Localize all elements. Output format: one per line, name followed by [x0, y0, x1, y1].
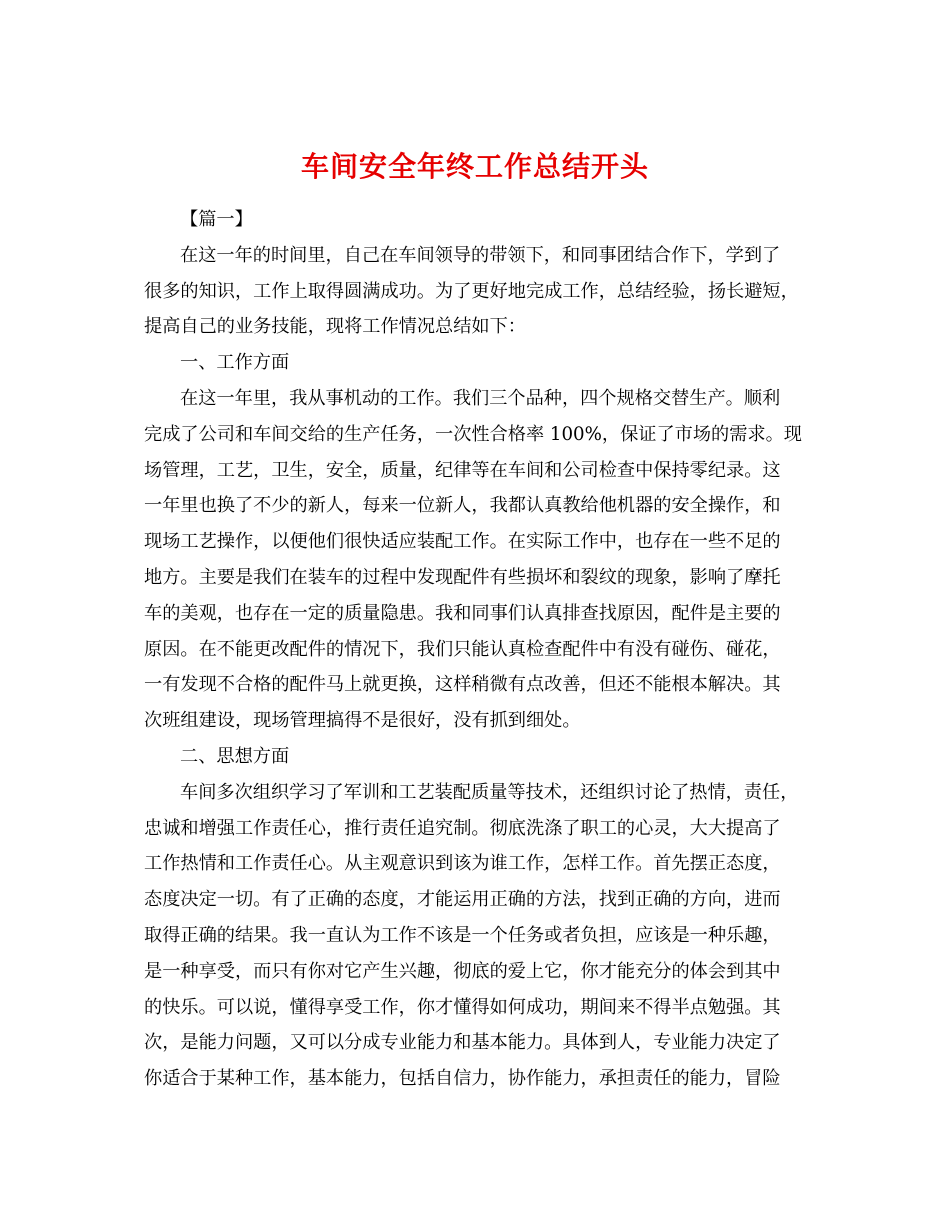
document-body: [144, 202, 804, 1097]
body-line: 次，是能力问题，又可以分成专业能力和基本能力。具体到人，专业能力决定了: [144, 1032, 781, 1054]
body-line: 场管理，工艺，卫生，安全，质量，纪律等在车间和公司检查中保持零纪录。这: [144, 459, 781, 481]
body-line: 【篇一】: [180, 209, 253, 230]
body-line: 在这一年的时间里，自己在车间领导的带领下，和同事团结合作下，学到了: [180, 244, 781, 266]
body-line: 态度决定一切。有了正确的态度，才能运用正确的方法，找到正确的方向，进而: [144, 889, 781, 911]
body-line: 一年里也换了不少的新人，每来一位新人，我都认真教给他机器的安全操作，和: [144, 495, 781, 517]
body-line: 现场工艺操作，以便他们很快适应装配工作。在实际工作中，也存在一些不足的: [144, 531, 781, 553]
body-line: 是一种享受，而只有你对它产生兴趣，彻底的爱上它，你才能充分的体会到其中: [144, 960, 781, 982]
body-line: 工作热情和工作责任心。从主观意识到该为谁工作，怎样工作。首先摆正态度，: [144, 853, 781, 875]
body-line: 次班组建设，现场管理搞得不是很好，没有抓到细处。: [144, 710, 581, 732]
document-title: 车间安全年终工作总结开头: [300, 149, 649, 183]
body-line: 一有发现不合格的配件马上就更换，这样稍微有点改善，但还不能根本解决。其: [144, 674, 781, 696]
body-line: 地方。主要是我们在装车的过程中发现配件有些损坏和裂纹的现象，影响了摩托: [144, 566, 781, 588]
body-line: 取得正确的结果。我一直认为工作不该是一个任务或者负担，应该是一种乐趣，: [144, 924, 781, 946]
body-line: 原因。在不能更改配件的情况下，我们只能认真检查配件中有没有碰伤、碰花，: [144, 638, 781, 660]
body-line: 车间多次组织学习了军训和工艺装配质量等技术，还组织讨论了热情，责任，: [180, 781, 799, 803]
body-line: 车的美观，也存在一定的质量隐患。我和同事们认真排查找原因，配件是主要的: [144, 602, 781, 624]
body-line: 完成了公司和车间交给的生产任务，一次性合格率 100%，保证了市场的需求。现: [144, 423, 802, 445]
body-line: 你适合于某种工作，基本能力，包括自信力，协作能力，承担责任的能力，冒险: [144, 1068, 781, 1090]
body-line: 一、工作方面: [180, 352, 290, 374]
body-line: 的快乐。可以说，懂得享受工作，你才懂得如何成功，期间来不得半点勉强。其: [144, 996, 781, 1018]
body-line: 提高自己的业务技能，现将工作情况总结如下：: [144, 316, 526, 338]
body-line: 很多的知识，工作上取得圆满成功。为了更好地完成工作，总结经验，扬长避短，: [144, 280, 799, 302]
body-line: 忠诚和增强工作责任心，推行责任追究制。彻底洗涤了职工的心灵，大大提高了: [144, 817, 781, 839]
body-line: 在这一年里，我从事机动的工作。我们三个品种，四个规格交替生产。顺利: [180, 387, 781, 409]
body-line: 二、思想方面: [180, 745, 290, 767]
